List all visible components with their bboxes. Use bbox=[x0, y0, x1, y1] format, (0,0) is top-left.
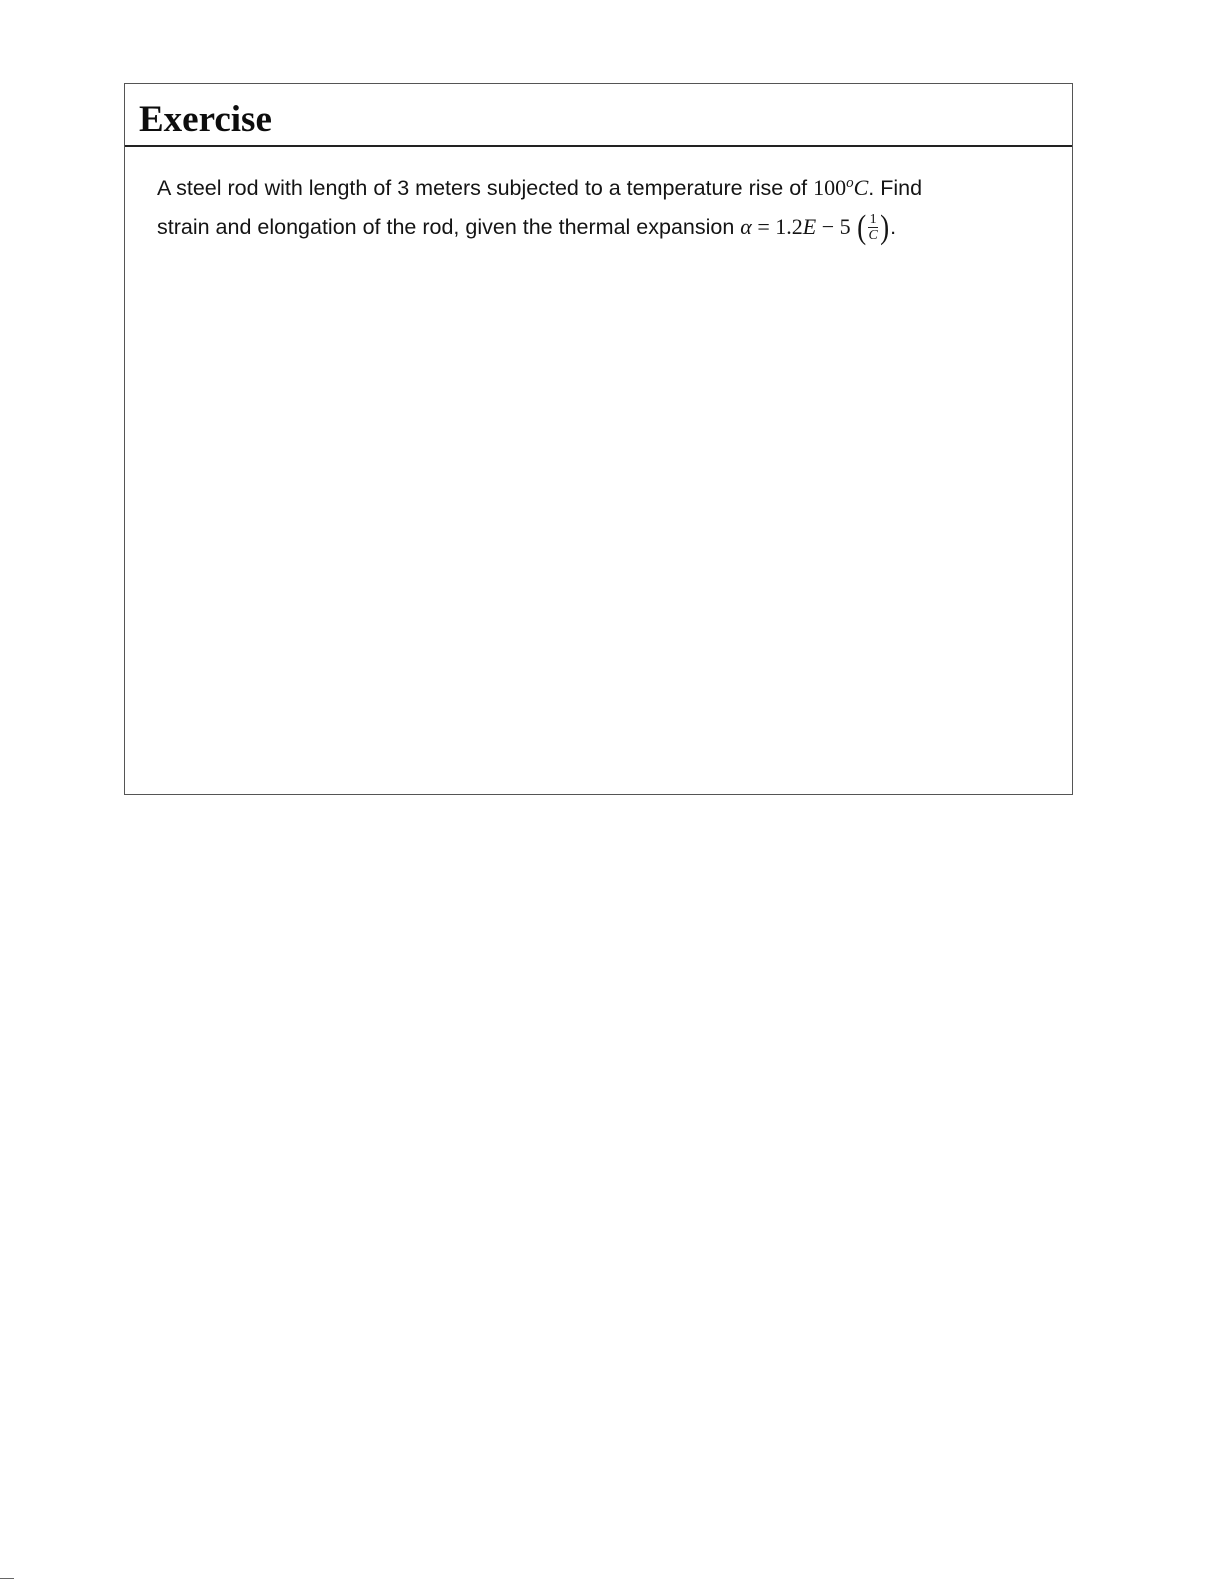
paren-close: ) bbox=[879, 209, 890, 247]
temperature-value: 100 bbox=[813, 175, 847, 200]
exercise-header bbox=[125, 84, 1072, 147]
problem-line-1 bbox=[157, 170, 1047, 209]
problem-line-2-text: strain and elongation of the rod, given the thermal expansion bbox=[157, 215, 741, 239]
exercise-problem-text bbox=[157, 170, 1047, 246]
fraction bbox=[868, 213, 877, 243]
problem-line-1-text: A steel rod with length of 3 meters subjected to a temperature rise of bbox=[157, 176, 814, 200]
exercise-title: Exercise bbox=[139, 99, 272, 140]
unit-fraction bbox=[856, 208, 890, 247]
equals-sign: = bbox=[751, 214, 776, 239]
problem-line-1-end: . Find bbox=[868, 176, 923, 200]
paren-open: ( bbox=[857, 209, 867, 247]
degree-symbol: o bbox=[846, 175, 854, 191]
problem-line-2 bbox=[157, 209, 1047, 246]
alpha-value: 1.2 bbox=[775, 214, 803, 239]
fraction-numerator: 1 bbox=[869, 212, 877, 228]
temperature-unit: C bbox=[853, 175, 869, 200]
problem-line-2-end: . bbox=[890, 215, 897, 239]
alpha-exponent-E: E bbox=[802, 214, 817, 239]
alpha-minus-five: − 5 bbox=[816, 214, 857, 239]
exercise-box bbox=[124, 83, 1073, 795]
page-corner-mark bbox=[0, 1578, 14, 1583]
alpha-symbol: α bbox=[740, 214, 752, 239]
fraction-denominator: C bbox=[868, 228, 878, 244]
